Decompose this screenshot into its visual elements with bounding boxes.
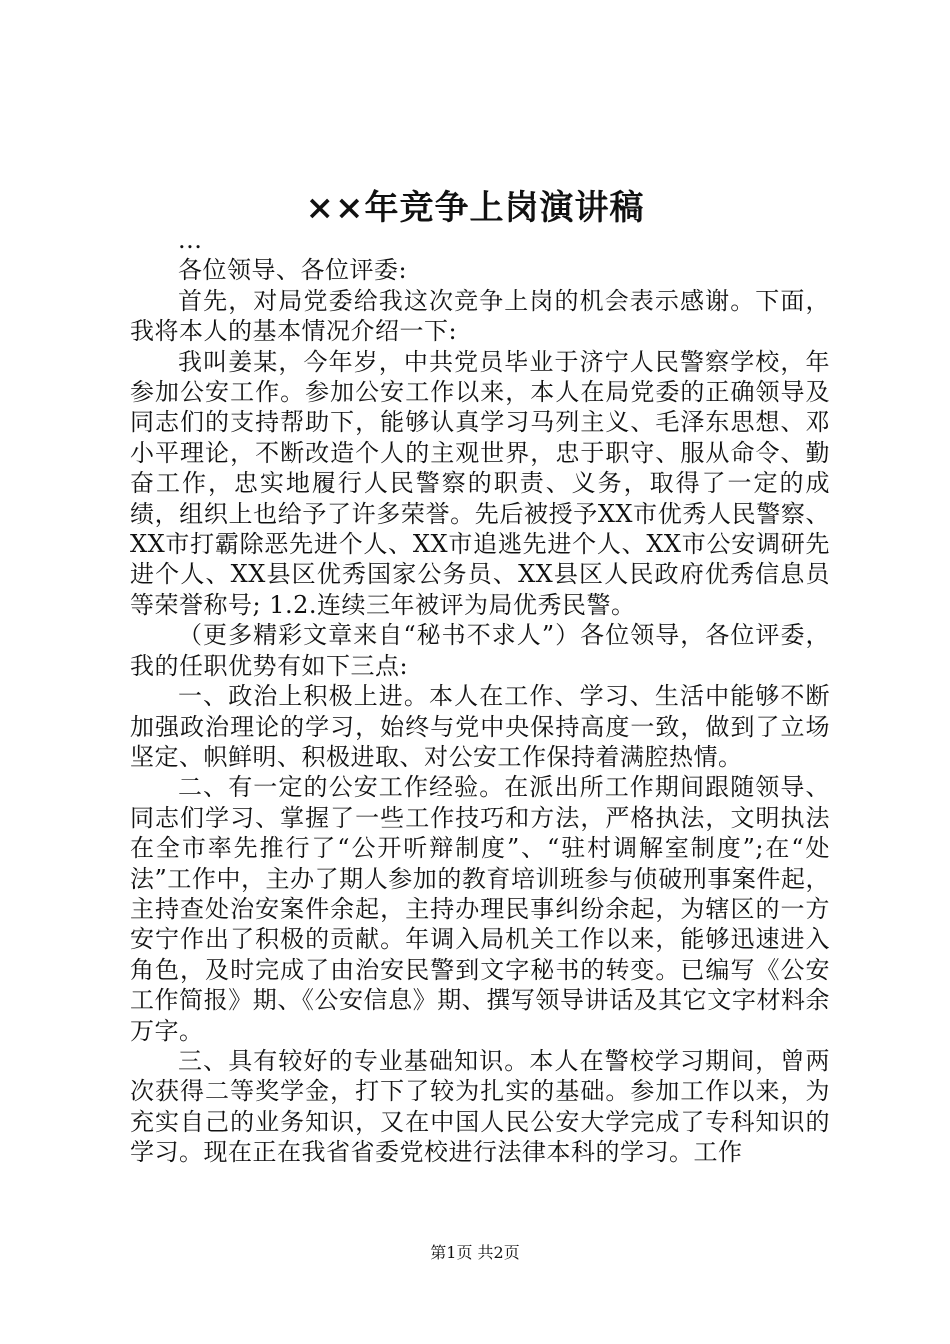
paragraph-background: 我叫姜某，今年岁，中共党员毕业于济宁人民警察学校，年参加公安工作。参加公安工作以来，本人在局党委的正确领导及同志们的支持帮助下，能够认真学习马列主义、毛泽东思想、邓小平理论，不断改造个人的主观世界，忠于职守、服从命令、勤奋工作，忠实地履行人民警察的职责、义务，取得了一定的成绩，组织上也给予了许多荣誉。先后被授予XX市优秀人民警察、XX市打霸除恶先进个人、XX市追逃先进个人、XX市公安调研先进个人、XX县区优秀国家公务员、XX县区人民政府优秀信息员等荣誉称号; 1.2.连续三年被评为局优秀民警。 (130, 347, 830, 619)
paragraph-advantage-3: 三、具有较好的专业基础知识。本人在警校学习期间，曾两次获得二等奖学金，打下了较为扎实的基础。参加工作以来，为充实自己的业务知识，又在中国人民公安大学完成了专科知识的学习。现在正在我省省委党校进行法律本科的学习。工作 (130, 1046, 830, 1167)
salutation: 各位领导、各位评委: (178, 256, 408, 285)
paragraph-advantages-lead: （更多精彩文章来自“秘书不求人”）各位领导，各位评委，我的任职优势有如下三点: (130, 621, 830, 680)
paragraph-advantage-2: 二、有一定的公安工作经验。在派出所工作期间跟随领导、同志们学习、掌握了一些工作技巧和方法，严格执法，文明执法在全市率先推行了“公开听辩制度”、“驻村调解室制度”;在“处法”工作中，主办了期人参加的教育培训班参与侦破刑事案件起，主持查处治安案件余起，主持办理民事纠纷余起，为辖区的一方安宁作出了积极的贡献。年调入局机关工作以来，能够迅速进入角色，及时完成了由治安民警到文字秘书的转变。已编写《公安工作简报》期、《公安信息》期、撰写领导讲话及其它文字材料余万字。 (130, 773, 830, 1045)
document-body (130, 225, 830, 1168)
paragraph-intro: 首先，对局党委给我这次竞争上岗的机会表示感谢。下面，我将本人的基本情况介绍一下: (130, 286, 830, 346)
document-title: ××年竞争上岗演讲稿 (305, 188, 645, 228)
paragraph-advantage-1: 一、政治上积极上进。本人在工作、学习、生活中能够不断加强政治理论的学习，始终与党中央保持高度一致，做到了立场坚定、帜鲜明、积极进取、对公安工作保持着满腔热情。 (130, 682, 830, 771)
page-footer: 第1页 共2页 (430, 1243, 520, 1262)
ellipsis-line: ... (178, 226, 203, 254)
